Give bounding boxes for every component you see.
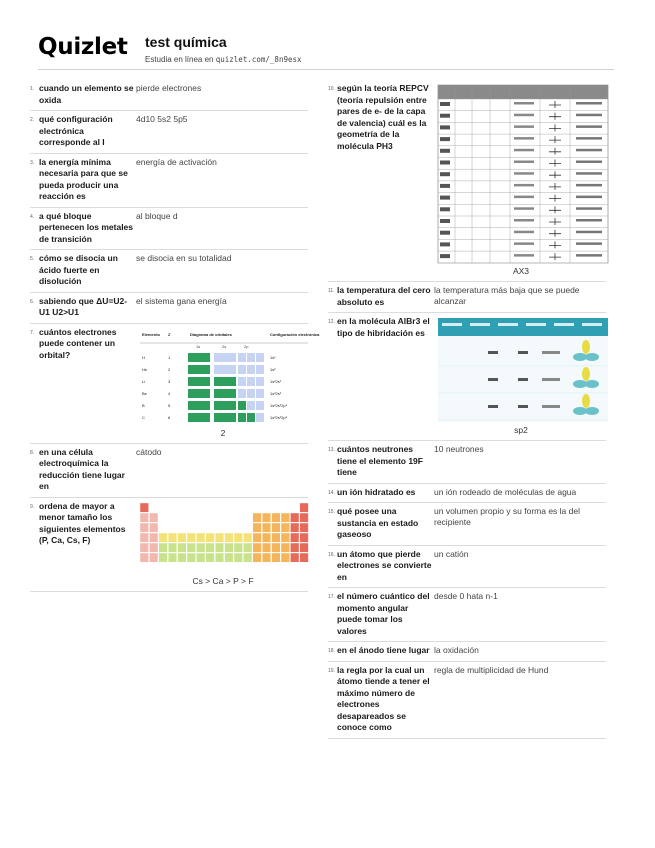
- periodic-table-cell: [168, 533, 177, 542]
- periodic-table-cell: [178, 553, 187, 562]
- vsepr-cell-mark: [514, 114, 534, 117]
- vsepr-cell-mark: [440, 161, 450, 165]
- hyb-cell-mark: [518, 378, 528, 381]
- periodic-table-cell: [262, 513, 271, 522]
- vsepr-cell-mark: [440, 184, 450, 188]
- periodic-table-cell: [140, 553, 149, 562]
- left-column: [30, 80, 320, 592]
- periodic-table-cell: [290, 523, 299, 532]
- orbital-box-1s: [188, 413, 210, 422]
- periodic-table-cell: [243, 553, 252, 562]
- orbital-diagram-image: [138, 329, 320, 425]
- card-5: [30, 250, 308, 293]
- vsepr-cell-mark: [576, 137, 602, 140]
- orbital-box-2p: [238, 413, 246, 422]
- hyb-lobe: [582, 340, 590, 354]
- vsepr-cell-mark: [576, 207, 602, 210]
- card-3: [30, 154, 308, 208]
- periodic-table-cell: [225, 553, 234, 562]
- hyb-lobe: [585, 380, 599, 388]
- orbital-box-2p: [247, 353, 255, 362]
- periodic-table-cell: [187, 533, 196, 542]
- vsepr-cell-mark: [440, 102, 450, 106]
- periodic-table-cell: [281, 513, 290, 522]
- card-number: 2.: [30, 117, 35, 123]
- hyb-header-mark: [498, 323, 518, 326]
- periodic-table-cell: [272, 543, 281, 552]
- periodic-table-cell: [300, 543, 309, 552]
- card-definition: [432, 83, 608, 277]
- orbital-row-config: 1s²2s²2p²: [270, 414, 287, 420]
- card-definition: regla de multiplicidad de Hund: [434, 664, 549, 675]
- card-term: la energía mínima necesaria para que se pueda producir una reacción es: [39, 156, 128, 201]
- hyb-cell-mark: [518, 405, 528, 408]
- periodic-table-cell: [140, 533, 149, 542]
- card-number: 16.: [328, 551, 335, 558]
- card-number: 8.: [30, 449, 35, 456]
- card-7: [30, 324, 320, 444]
- periodic-table-cell: [187, 553, 196, 562]
- card-definition: un volumen propio y su forma es la del recipiente: [434, 506, 580, 527]
- hybridization-table-image: [438, 318, 608, 422]
- vsepr-cell-mark: [514, 125, 534, 128]
- hyb-header-mark: [582, 323, 602, 326]
- periodic-table-cell: [234, 543, 243, 552]
- periodic-table-cell: [225, 543, 234, 552]
- card-definition-caption: Cs > Ca > P > F: [192, 575, 254, 586]
- orbital-box-2s: [214, 389, 236, 398]
- card-definition: la oxidación: [434, 645, 479, 655]
- hyb-cell-mark: [542, 351, 560, 354]
- orbital-box-2p: [256, 365, 264, 374]
- orbital-row-config: 1s²2s²2p¹: [270, 402, 287, 408]
- card-number: 1.: [30, 86, 35, 92]
- orbital-box-2s: [214, 365, 236, 374]
- vsepr-cell-mark: [514, 242, 534, 245]
- header-divider: [38, 69, 614, 70]
- card-9: [30, 498, 308, 592]
- orbital-box-2p: [247, 413, 255, 422]
- periodic-table-cell: [149, 513, 158, 522]
- vsepr-cell-mark: [576, 161, 602, 164]
- svg-text:2p: 2p: [244, 343, 249, 349]
- orbital-box-2p: [256, 377, 264, 386]
- card-number: 7.: [30, 329, 35, 336]
- orbital-row-z: 5: [168, 402, 171, 408]
- orbital-box-2p: [247, 389, 255, 398]
- right-column: [328, 80, 606, 739]
- card-number: 12.: [328, 319, 335, 325]
- periodic-table-cell: [300, 533, 309, 542]
- card-definition-caption: AX3: [512, 266, 530, 276]
- periodic-table-cell: [178, 543, 187, 552]
- card-term: a qué bloque pertenecen los metales de transición: [39, 210, 134, 244]
- card-number: 6.: [30, 298, 35, 305]
- card-term: según la teoría REPCV (teoría repulsión entre pares de e- de la capa de valencia) cuál es la geometría de la molécula PH3: [337, 83, 429, 151]
- periodic-table-cell: [225, 533, 234, 542]
- card-14: [328, 484, 606, 504]
- orbital-row-config: 1s²: [270, 366, 276, 372]
- orbital-row-element: Be: [142, 390, 147, 396]
- hyb-header-mark: [442, 323, 462, 326]
- periodic-table-cell: [149, 523, 158, 532]
- orbital-box-2p: [247, 377, 255, 386]
- vsepr-cell-mark: [514, 102, 534, 105]
- periodic-table-cell: [159, 533, 168, 542]
- periodic-table-cell: [196, 553, 205, 562]
- periodic-table-cell: [159, 553, 168, 562]
- vsepr-cell-mark: [440, 196, 450, 200]
- card-number: 11.: [328, 288, 335, 294]
- periodic-table-cell: [262, 533, 271, 542]
- periodic-table-cell: [253, 513, 262, 522]
- vsepr-cell-mark: [440, 254, 450, 258]
- periodic-table-cell: [290, 513, 299, 522]
- card-number: 3.: [30, 159, 35, 166]
- periodic-table-cell: [196, 543, 205, 552]
- periodic-table-cell: [253, 523, 262, 532]
- orbital-row-config: 1s²2s¹: [270, 378, 282, 384]
- card-definition: al bloque d: [136, 210, 178, 221]
- periodic-table-cell: [140, 503, 149, 512]
- orbital-box-2p: [247, 401, 255, 410]
- vsepr-cell-mark: [440, 231, 450, 235]
- vsepr-cell-mark: [514, 231, 534, 234]
- card-2: [30, 111, 308, 154]
- orbital-box-2p: [238, 389, 246, 398]
- subtitle-prefix: Estudia en línea en: [145, 55, 214, 64]
- orbital-row-z: 4: [168, 390, 171, 396]
- vsepr-table-image: [438, 85, 608, 263]
- periodic-table-cell: [281, 543, 290, 552]
- periodic-table-cell: [281, 553, 290, 562]
- periodic-table-cell: [168, 553, 177, 562]
- card-number: 10.: [328, 86, 335, 92]
- svg-text:2s: 2s: [222, 343, 227, 349]
- orbital-box-1s: [188, 353, 210, 362]
- orbital-row-config: 1s²2s²: [270, 390, 282, 396]
- card-term: cuántos neutrones tiene el elemento 19F tiene: [337, 444, 423, 477]
- vsepr-cell-mark: [514, 196, 534, 199]
- card-term: cuando un elemento se oxida: [39, 83, 134, 105]
- periodic-table-cell: [300, 523, 309, 532]
- card-definition-caption: sp2: [514, 425, 528, 435]
- periodic-table-cell: [178, 533, 187, 542]
- hyb-header-mark: [526, 323, 546, 326]
- card-term: cómo se disocia un ácido fuerte en disolución: [39, 253, 118, 286]
- card-term: la temperatura del cero absoluto es: [337, 285, 431, 307]
- vsepr-cell-mark: [514, 161, 534, 164]
- hyb-cell-mark: [542, 378, 560, 381]
- vsepr-cell-mark: [514, 172, 534, 175]
- card-definition: energía de activación: [136, 156, 217, 167]
- periodic-table-cell: [140, 543, 149, 552]
- orbital-box-2p: [238, 401, 246, 410]
- periodic-table-cell: [272, 513, 281, 522]
- orbital-box-1s: [188, 401, 210, 410]
- orbital-box-1s: [188, 377, 210, 386]
- periodic-table-cell: [262, 543, 271, 552]
- card-16: [328, 546, 606, 589]
- orbital-box-2s: [214, 401, 236, 410]
- card-term: cuántos electrones puede contener un orbital?: [39, 326, 117, 360]
- periodic-table-cell: [253, 533, 262, 542]
- card-term: qué configuración electrónica corresponde al I: [39, 114, 113, 147]
- page-title: test química: [145, 34, 227, 50]
- card-definition: 10 neutrones: [434, 444, 484, 454]
- vsepr-cell-mark: [576, 196, 602, 199]
- periodic-table-cell: [149, 553, 158, 562]
- orbital-box-2p: [256, 401, 264, 410]
- orbital-box-2p: [247, 365, 255, 374]
- periodic-table-cell: [140, 523, 149, 532]
- periodic-table-cell: [281, 533, 290, 542]
- page-subtitle: [145, 55, 302, 64]
- card-11: [328, 282, 606, 313]
- card-term: un átomo que pierde electrones se convierte en: [337, 548, 432, 582]
- card-number: 14.: [328, 489, 335, 496]
- vsepr-cell-mark: [576, 219, 602, 222]
- card-definition: se disocia en su totalidad: [136, 253, 232, 263]
- periodic-table-cell: [234, 553, 243, 562]
- vsepr-cell-mark: [576, 102, 602, 105]
- card-4: [30, 208, 308, 251]
- card-term: en la molécula AlBr3 el tipo de hibridación es: [337, 316, 430, 338]
- orbital-row-element: H: [142, 354, 145, 360]
- card-definition: el sistema gana energía: [136, 295, 227, 306]
- card-number: 5.: [30, 256, 35, 262]
- hyb-lobe: [582, 394, 590, 408]
- card-definition: cátodo: [136, 446, 162, 457]
- vsepr-cell-mark: [514, 219, 534, 222]
- orbital-box-2p: [256, 389, 264, 398]
- periodic-table-cell: [206, 543, 215, 552]
- orbital-box-2p: [238, 365, 246, 374]
- periodic-table-cell: [272, 553, 281, 562]
- hyb-cell-mark: [488, 405, 498, 408]
- periodic-table-cell: [253, 553, 262, 562]
- periodic-table-cell: [215, 533, 224, 542]
- vsepr-cell-mark: [440, 242, 450, 246]
- vsepr-cell-mark: [440, 125, 450, 129]
- periodic-table-cell: [206, 533, 215, 542]
- card-definition: desde 0 hata n-1: [434, 591, 498, 601]
- orbital-row-element: He: [142, 366, 148, 372]
- card-definition: un ión rodeado de moléculas de agua: [434, 486, 577, 497]
- hyb-cell-mark: [518, 351, 528, 354]
- card-definition: la temperatura más baja que se puede alcanzar: [434, 285, 580, 306]
- periodic-table-image: [138, 501, 310, 573]
- card-13: [328, 441, 606, 484]
- card-definition: [134, 327, 320, 439]
- orbital-row-element: Li: [142, 378, 146, 384]
- periodic-table-cell: [243, 533, 252, 542]
- orbital-header-diagram: Diagrama de orbitales: [190, 331, 232, 337]
- hyb-lobe: [573, 353, 587, 361]
- orbital-box-2p: [238, 353, 246, 362]
- orbital-box-2s: [214, 353, 236, 362]
- card-number: 18.: [328, 648, 335, 654]
- orbital-box-2p: [256, 413, 264, 422]
- card-term: un ión hidratado es: [337, 486, 416, 497]
- card-definition: pierde electrones: [136, 83, 202, 93]
- card-number: 17.: [328, 594, 335, 600]
- orbital-row-z: 6: [168, 414, 171, 420]
- periodic-table-cell: [149, 543, 158, 552]
- periodic-table-cell: [234, 533, 243, 542]
- periodic-table-cell: [272, 523, 281, 532]
- vsepr-cell-mark: [514, 207, 534, 210]
- orbital-header-element: Elemento: [142, 331, 161, 337]
- vsepr-cell-mark: [576, 254, 602, 257]
- vsepr-cell-mark: [576, 184, 602, 187]
- card-term: el número cuántico del momento angular puede tomar los valores: [337, 591, 430, 636]
- periodic-table-cell: [262, 523, 271, 532]
- card-number: 19.: [328, 667, 335, 674]
- hyb-lobe: [582, 367, 590, 381]
- vsepr-cell-mark: [440, 137, 450, 141]
- card-8: [30, 444, 308, 498]
- periodic-table-cell: [272, 533, 281, 542]
- card-term: en una célula electroquímica la reducción tiene lugar en: [39, 446, 125, 491]
- periodic-table-cell: [290, 543, 299, 552]
- card-number: 4.: [30, 213, 35, 220]
- card-definition: 4d10 5s2 5p5: [136, 114, 188, 124]
- periodic-table-cell: [243, 543, 252, 552]
- periodic-table-cell: [300, 503, 309, 512]
- orbital-row-z: 3: [168, 378, 171, 384]
- hyb-lobe: [585, 407, 599, 415]
- vsepr-cell-mark: [576, 149, 602, 152]
- card-term: qué posee una sustancia en estado gaseoso: [337, 506, 419, 539]
- periodic-table-cell: [290, 553, 299, 562]
- hyb-header-mark: [554, 323, 574, 326]
- periodic-table-cell: [290, 533, 299, 542]
- vsepr-cell-mark: [576, 242, 602, 245]
- card-definition: un catión: [434, 548, 469, 559]
- orbital-box-1s: [188, 365, 210, 374]
- vsepr-cell-mark: [440, 149, 450, 153]
- periodic-table-cell: [140, 513, 149, 522]
- vsepr-cell-mark: [514, 149, 534, 152]
- orbital-box-1s: [188, 389, 210, 398]
- vsepr-cell-mark: [576, 125, 602, 128]
- periodic-table-cell: [215, 553, 224, 562]
- orbital-row-z: 1: [168, 354, 171, 360]
- periodic-table-cell: [196, 533, 205, 542]
- orbital-row-config: 1s¹: [270, 354, 276, 360]
- card-definition: [134, 501, 310, 587]
- card-19: [328, 662, 606, 739]
- periodic-table-cell: [300, 513, 309, 522]
- vsepr-cell-mark: [514, 137, 534, 140]
- periodic-table-cell: [253, 543, 262, 552]
- orbital-box-2p: [238, 377, 246, 386]
- hyb-lobe: [585, 353, 599, 361]
- vsepr-cell-mark: [440, 172, 450, 176]
- periodic-table-cell: [187, 543, 196, 552]
- orbital-header-z: Z: [168, 331, 171, 337]
- vsepr-cell-mark: [576, 172, 602, 175]
- periodic-table-cell: [149, 533, 158, 542]
- vsepr-cell-mark: [514, 254, 534, 257]
- periodic-table-cell: [281, 523, 290, 532]
- card-definition: [432, 316, 608, 436]
- hyb-header-mark: [470, 323, 490, 326]
- card-number: 9.: [30, 503, 35, 510]
- hyb-cell-mark: [488, 351, 498, 354]
- card-number: 13.: [328, 447, 335, 453]
- card-17: [328, 588, 606, 642]
- card-18: [328, 642, 606, 662]
- periodic-table-cell: [262, 553, 271, 562]
- quizlet-logo: Quizlet: [38, 34, 128, 60]
- card-15: [328, 503, 606, 546]
- vsepr-cell-mark: [514, 184, 534, 187]
- orbital-box-2s: [214, 413, 236, 422]
- card-10: [328, 80, 606, 282]
- card-1: [30, 80, 308, 111]
- card-12: [328, 313, 606, 441]
- periodic-table-cell: [215, 543, 224, 552]
- orbital-header-config: Configuración electrónica: [270, 331, 320, 337]
- orbital-box-2s: [214, 377, 236, 386]
- periodic-table-cell: [300, 553, 309, 562]
- card-6: [30, 293, 308, 324]
- vsepr-cell-mark: [440, 219, 450, 223]
- orbital-row-z: 2: [168, 366, 171, 372]
- vsepr-cell-mark: [576, 231, 602, 234]
- svg-text:1s: 1s: [196, 343, 201, 349]
- card-definition-caption: 2: [220, 427, 226, 438]
- card-term: ordena de mayor a menor tamaño los siguientes elementos (P, Ca, Cs, F): [39, 500, 126, 545]
- vsepr-cell-mark: [440, 207, 450, 211]
- card-term: sabiendo que ΔU=U2-U1 U2>U1: [39, 295, 128, 317]
- hyb-lobe: [573, 407, 587, 415]
- orbital-row-element: B: [142, 402, 145, 408]
- card-term: la regla por la cual un átomo tiende a tener el máximo número de electrones desapareados se conoce como: [337, 664, 430, 732]
- orbital-row-element: C: [142, 414, 145, 420]
- periodic-table-cell: [168, 543, 177, 552]
- hyb-cell-mark: [542, 405, 560, 408]
- card-number: 15.: [328, 509, 335, 515]
- periodic-table-cell: [159, 543, 168, 552]
- hyb-cell-mark: [488, 378, 498, 381]
- periodic-table-cell: [206, 553, 215, 562]
- subtitle-url[interactable]: quizlet.com/_8n9esx: [215, 55, 302, 64]
- hyb-lobe: [573, 380, 587, 388]
- orbital-box-2p: [256, 353, 264, 362]
- vsepr-cell-mark: [576, 114, 602, 117]
- card-term: en el ánodo tiene lugar: [337, 645, 430, 655]
- vsepr-cell-mark: [440, 114, 450, 118]
